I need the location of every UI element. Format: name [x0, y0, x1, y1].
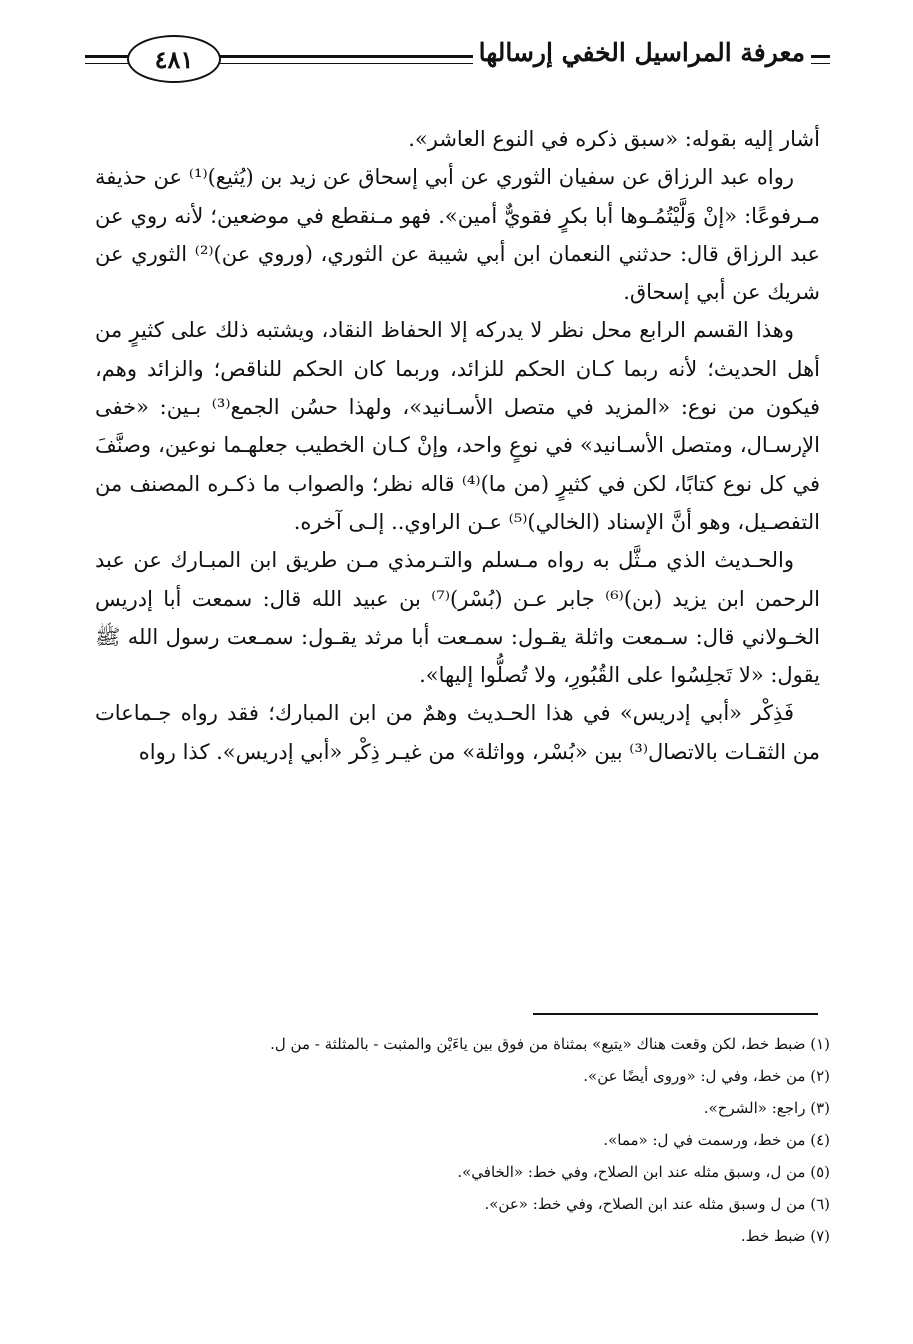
- footnote: (١) ضبط خط، لكن وقعت هناك «يتيع» بمثناة من فوق بين ياءَيْن والمثبت - بالمثلثة - من ل.: [270, 1035, 830, 1053]
- footnote: (٣) راجع: «الشرح».: [703, 1099, 830, 1117]
- running-title: معرفة المراسيل الخفي إرسالها: [473, 38, 811, 67]
- footnote: (٤) من خط، ورسمت في ل: «مما».: [603, 1131, 830, 1149]
- paragraph: فَذِكْر «أبي إدريس» في هذا الحـديث وهمٌ من ابن المبارك؛ فقد رواه جـماعات من الثقـات بالاتصال⁽³⁾ بين «بُسْر، وواثلة» من غيـر ذِكْر «أبي إدريس». كذا رواه: [95, 701, 820, 764]
- header-rule-left: [85, 55, 130, 58]
- page-header: [0, 0, 913, 110]
- header-rule-left-thin: [85, 63, 130, 64]
- footnote-separator: [533, 1013, 818, 1015]
- paragraph: وهذا القسم الرابع محل نظر لا يدركه إلا الحفاظ النقاد، ويشتبه ذلك على كثيرٍ من أهل الحديث؛ لأنه ربما كـان الحكم للزائد، وربما كان الحكم للناقص؛ والزائد وهم، فيكون من نوع: «المزيد في متصل الأسـانيد»، ولهذا حسُن الجمع⁽³⁾ بـين: «خفى الإرسـال، ومتصل الأسـانيد» في نوعٍ واحد، وإنْ كـان الخطيب جعلهـما نوعين، وصنَّفَ في كل نوع كتابًا، لكن في كثيرٍ (من ما)⁽⁴⁾ قاله نظر؛ والصواب ما ذكـره المصنف من التفصـيل، وهو أنَّ الإسناد (الخالي)⁽⁵⁾ عـن الراوي.. إلـى آخره.: [95, 318, 821, 534]
- page-number-frame: [127, 35, 221, 83]
- main-text: [95, 120, 820, 771]
- paragraph: أشار إليه بقوله: «سبق ذكره في النوع العاشر».: [408, 127, 820, 151]
- paragraph: والحـديث الذي مـثَّل به رواه مـسلم والتـرمذي مـن طريق ابن المبـارك عن عبد الرحمن ابن يزيد (بن)⁽⁶⁾ جابر عـن (بُسْر)⁽⁷⁾ بن عبيد الله قال: سمعت أبا إدريس الخـولاني قال: سـمعت واثلة يقـول: سمـعت أبا مرثد يقـول: سمـعت رسول الله ﷺ يقول: «لا تَجلِسُوا على القُبُورِ، ولا تُصلُّوا إليها».: [95, 548, 820, 688]
- footnote: (٢) من خط، وفي ل: «وروى أيضًا عن».: [583, 1067, 830, 1085]
- paragraph: رواه عبد الرزاق عن سفيان الثوري عن أبي إسحاق عن زيد بن (يُثيع)⁽¹⁾ عن حذيفة مـرفوعًا: «إنْ وَلَّيْتُمُـوها أبا بكرٍ فقويٌّ أمين». فهو مـنقطع في موضعين؛ لأنه روي عن عبد الرزاق قال: حدثني النعمان ابن أبي شيبة عن الثوري، (وروي عن)⁽²⁾ الثوري عن شريك عن أبي إسحاق.: [95, 165, 820, 305]
- footnote: (٥) من ل، وسبق مثله عند ابن الصلاح، وفي خط: «الخافي».: [457, 1163, 830, 1181]
- footnote: (٦) من ل وسبق مثله عند ابن الصلاح، وفي خط: «عن».: [484, 1195, 830, 1213]
- page-number: ٤٨١: [154, 44, 194, 74]
- footnote: (٧) ضبط خط.: [740, 1227, 830, 1245]
- footnotes: [95, 1028, 830, 1252]
